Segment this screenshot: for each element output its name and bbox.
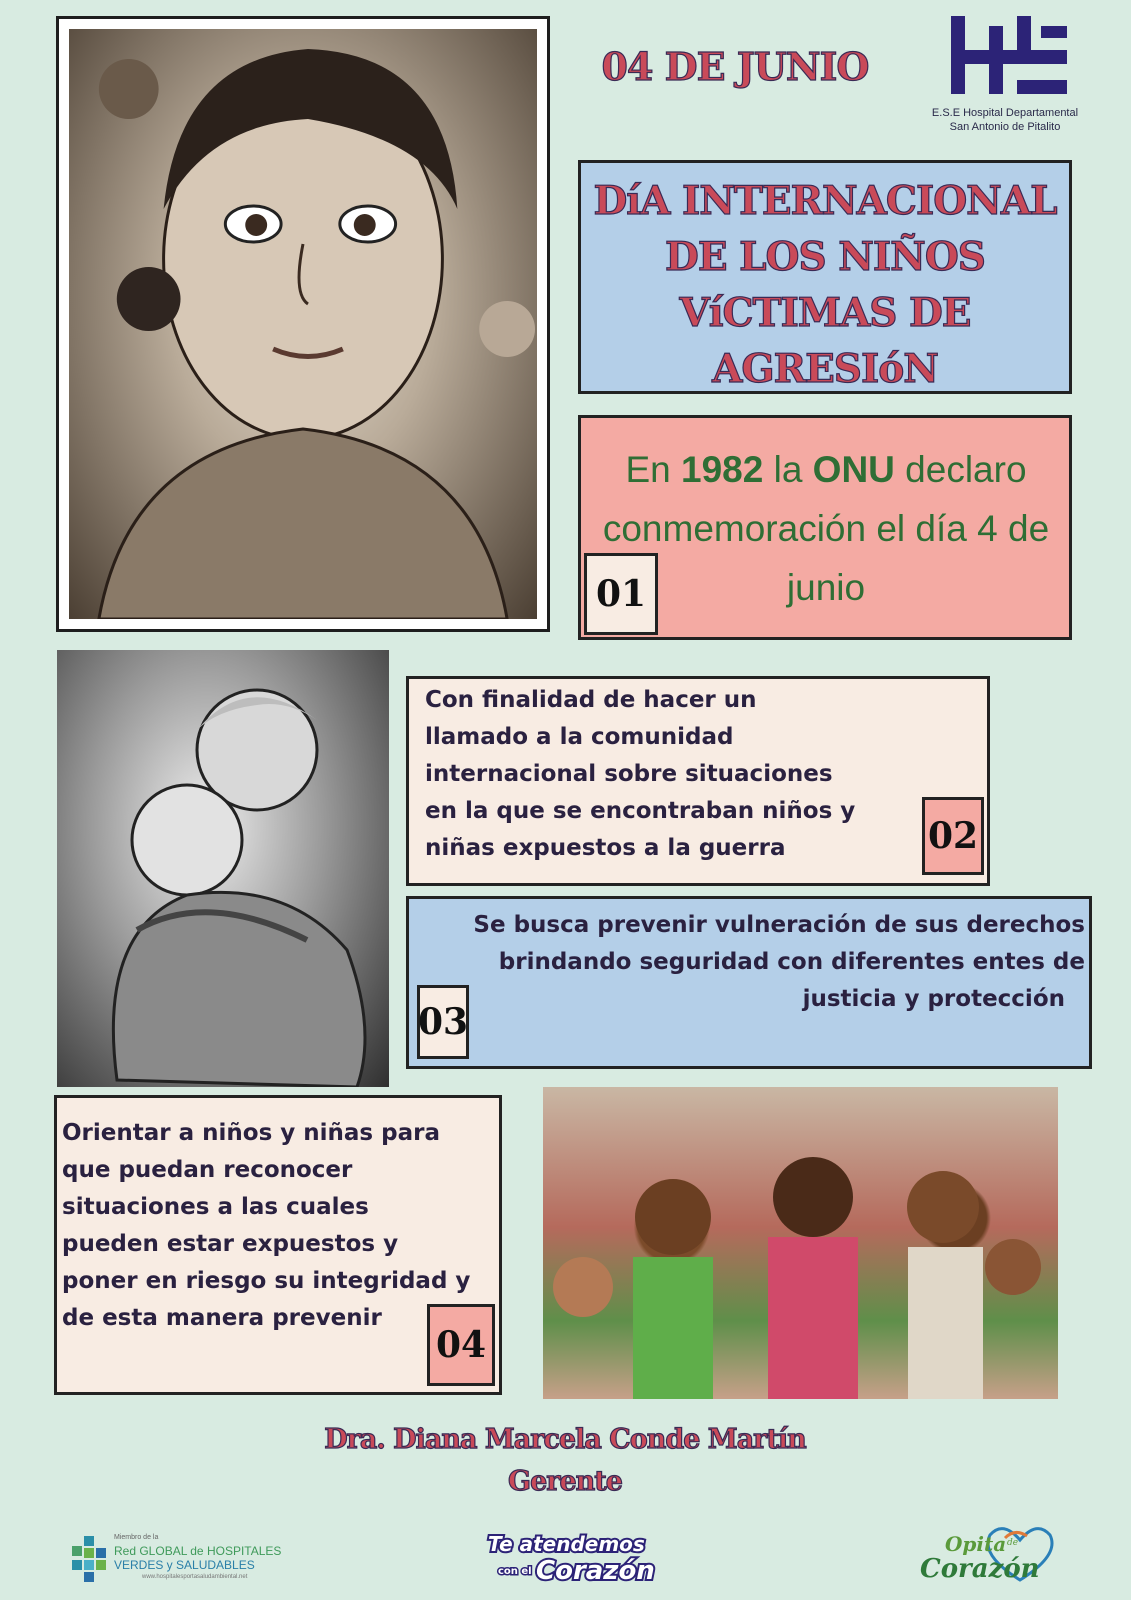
children-hugging-illustration: [57, 650, 389, 1087]
fact-02-text: Con finalidad de hacer un llamado a la comunidad internacional sobre situaciones en la que se encontraban niños y niñas expuestos a la guerra: [425, 687, 856, 861]
hospital-name: E.S.E Hospital Departamental San Antonio de Pitalito: [931, 107, 1079, 133]
group-of-children-drawing: [543, 1087, 1058, 1399]
fact-01-text: En 1982 la ONU declaro conmemoración el día 4 de junio: [602, 449, 1050, 608]
title-line-4: AGRESIóN: [712, 346, 938, 392]
title-line-1: DíA INTERNACIONAL: [593, 178, 1057, 224]
date-heading: 04 DE JUNIO: [601, 44, 869, 89]
opita-de-corazon-logo: Opita de Corazón: [915, 1520, 1075, 1590]
red-global-logo: Miembro de la Red GLOBAL de HOSPITALES VERDES y SALUDABLES www.hospitalesportasaludambiental.net: [72, 1534, 322, 1586]
title-line-3: VíCTIMAS DE: [679, 290, 971, 336]
signature-name: Dra. Diana Marcela Conde Martín: [324, 1424, 806, 1455]
boy-portrait-illustration: [56, 16, 550, 632]
group-of-children-painting: [543, 1087, 1058, 1399]
fact-04-box: [54, 1095, 502, 1395]
fact-01-year: 1982: [681, 449, 764, 490]
boy-portrait-drawing: [69, 29, 537, 619]
fact-01-org: ONU: [812, 449, 895, 490]
fact-03-box: [406, 896, 1092, 1069]
children-hugging-drawing: [57, 650, 389, 1087]
hospital-logo: [951, 16, 1067, 94]
fact-03-number-badge: 03: [417, 985, 469, 1059]
te-atendemos-logo: Te atendemos con el Corazón: [488, 1532, 655, 1586]
fact-04-number-badge: 04: [427, 1304, 495, 1386]
fact-03-text: Se busca prevenir vulneración de sus derechos brindando seguridad con diferentes entes de justicia y protección: [473, 912, 1085, 1012]
fact-04-text: Orientar a niños y niñas para que puedan reconocer situaciones a las cuales pueden estar expuestos y poner en riesgo su integridad y de esta manera prevenir: [62, 1120, 471, 1331]
fact-02-number-badge: 02: [922, 797, 984, 875]
fact-02-box: [406, 676, 990, 886]
red-global-grid-icon: [72, 1536, 110, 1582]
signature-role: Gerente: [508, 1466, 622, 1497]
title-line-2: DE LOS NIÑOS: [665, 234, 985, 280]
fact-01-box: [578, 415, 1072, 640]
fact-01-number-badge: 01: [584, 553, 658, 635]
title-box: [578, 160, 1072, 394]
